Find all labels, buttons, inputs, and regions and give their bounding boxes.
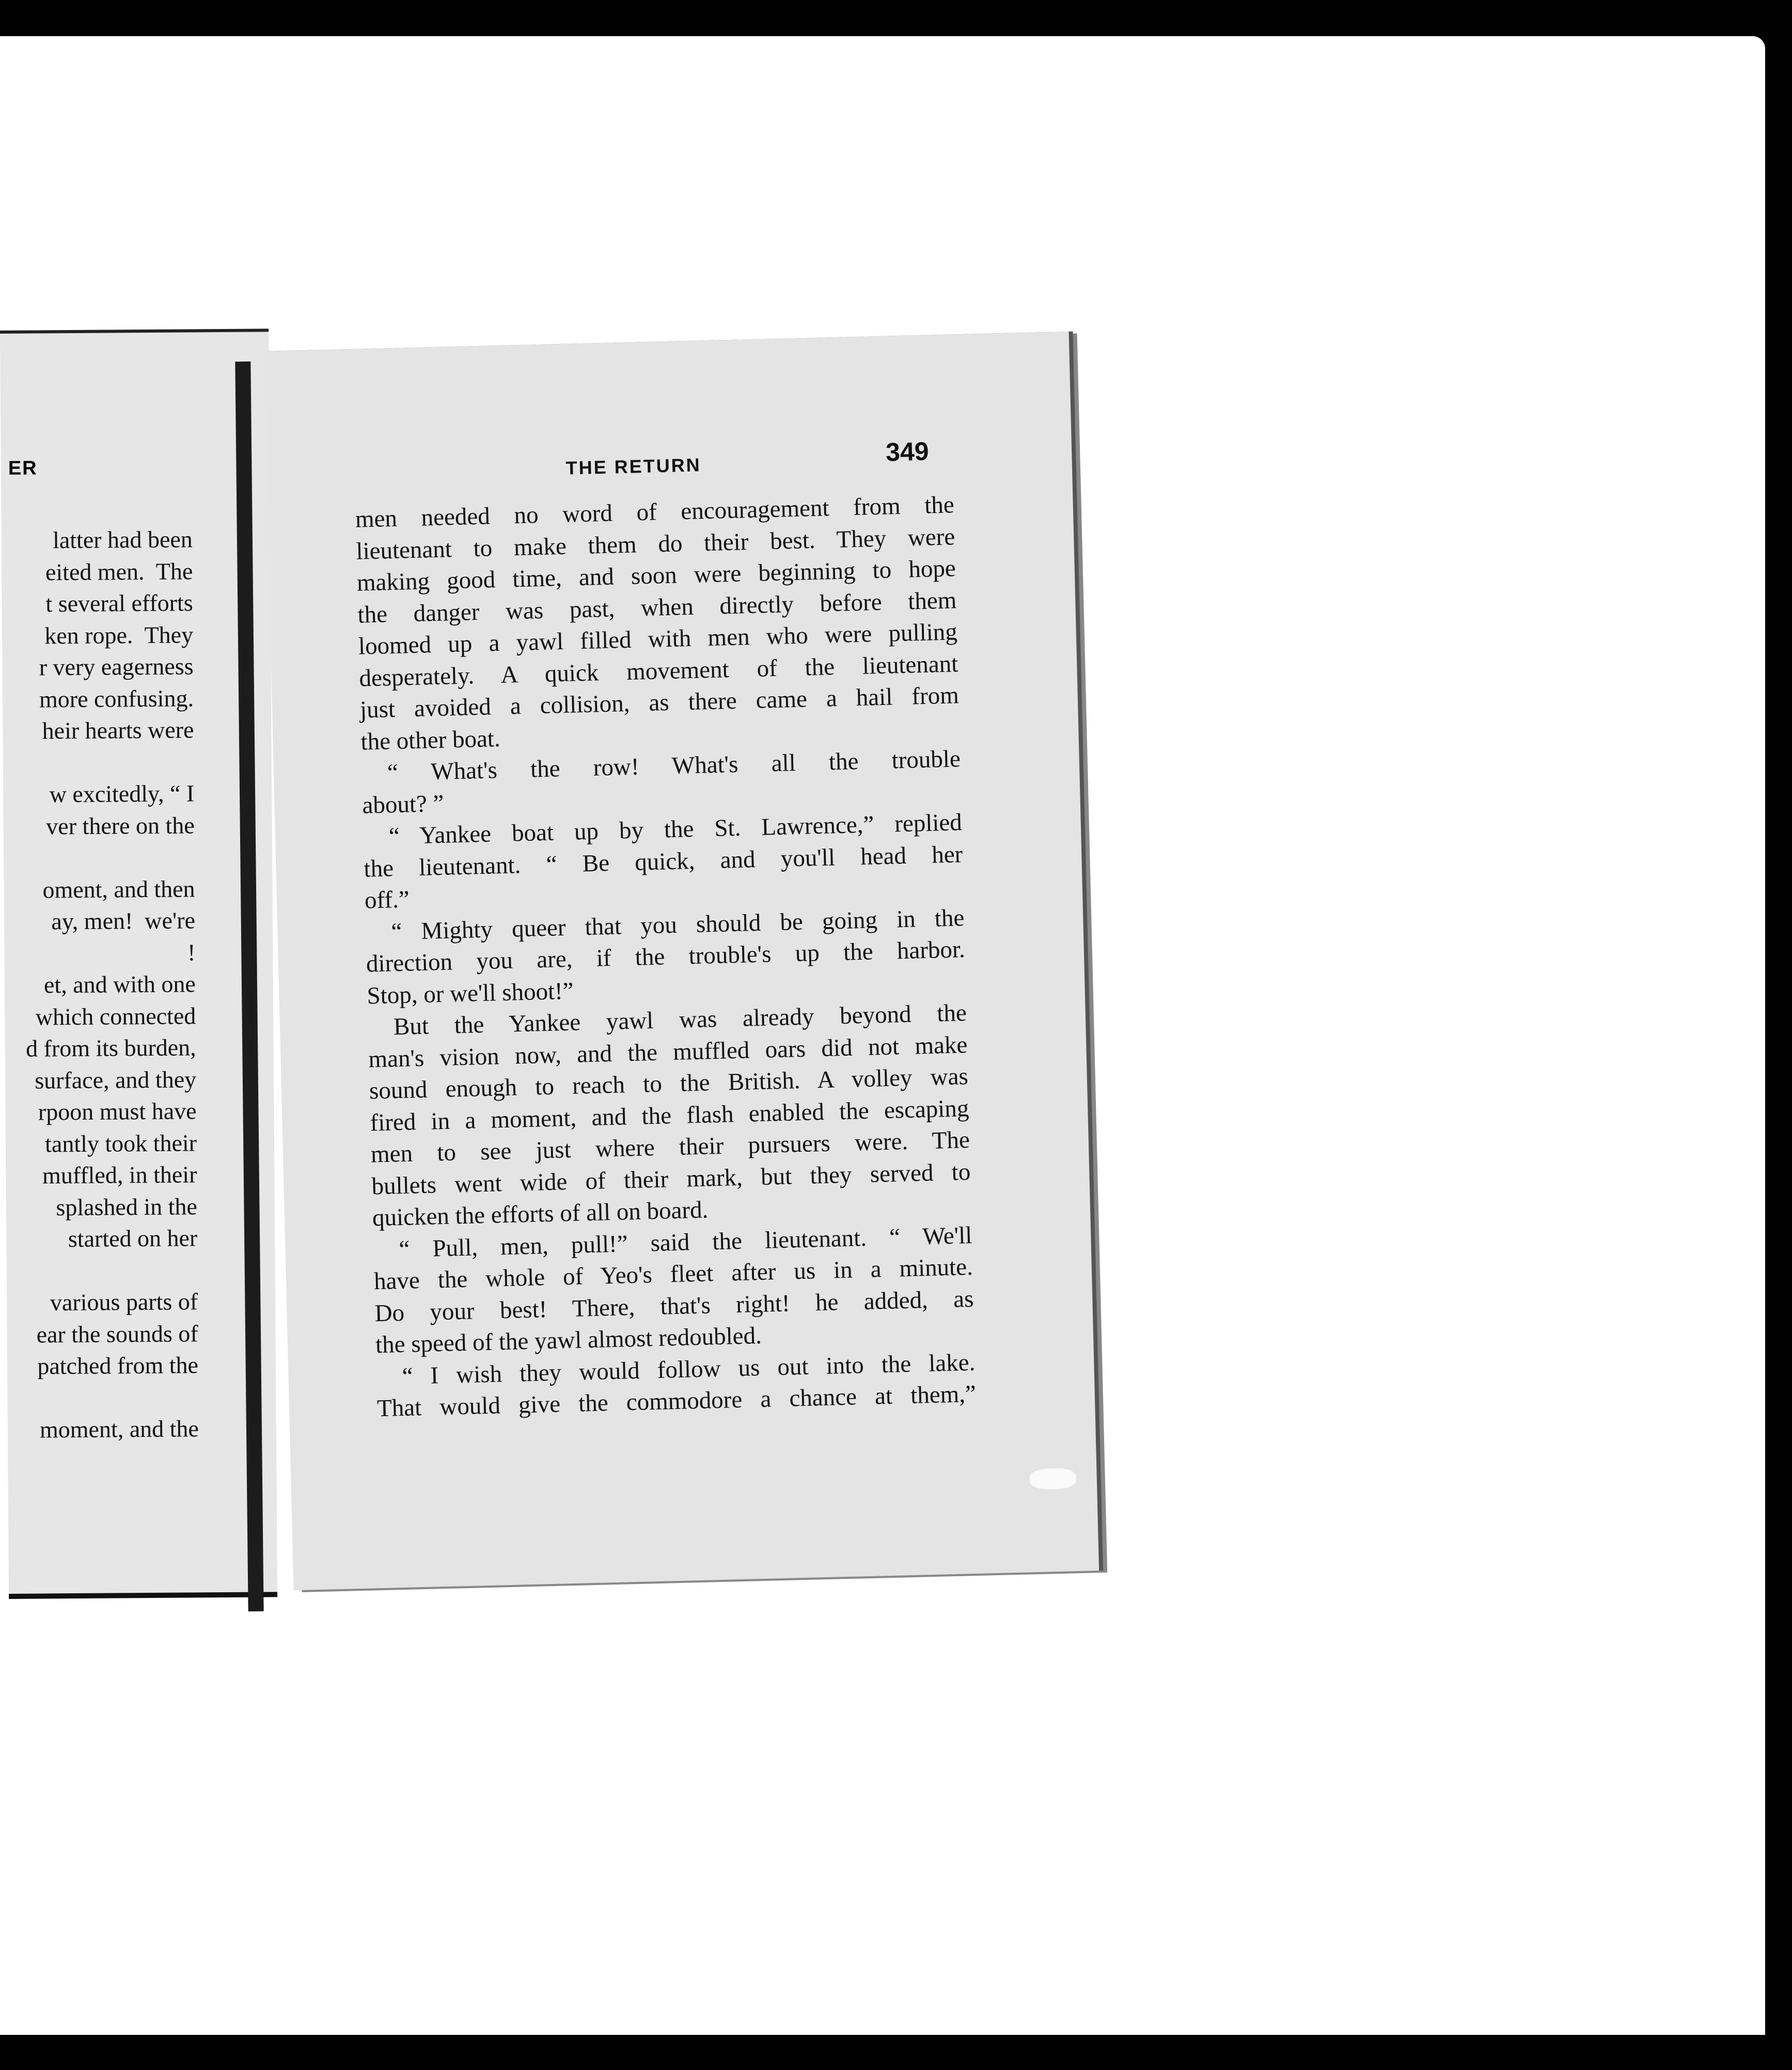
text-line: bullets went wide of their mark, but they served to (371, 1158, 971, 1200)
left-page-running-head: ER (8, 457, 38, 479)
page-number: 349 (885, 436, 930, 467)
text-line: “ I wish they would follow us out into the lake. (401, 1348, 976, 1390)
left-page-line: ver there on the (46, 811, 195, 839)
text-line: lieutenant to make them do their best. They were (355, 523, 955, 565)
left-page-line: rpoon must have (38, 1097, 197, 1125)
right-page (263, 332, 1099, 1590)
left-page-line: eited men. The (45, 557, 193, 585)
text-line: direction you are, if the trouble's up the harbor. (366, 936, 966, 978)
left-page-line: heir hearts were (42, 716, 194, 744)
left-page-line: splashed in the (56, 1193, 198, 1220)
left-page-line (0, 1254, 198, 1288)
left-page-line: patched from the (37, 1352, 199, 1379)
left-page-line: t several efforts (45, 589, 193, 617)
text-line: quicken the efforts of all on board. (372, 1196, 709, 1232)
text-line: the lieutenant. “ Be quick, and you'll head her (363, 840, 963, 883)
text-line: the danger was past, when directly before them (357, 586, 957, 629)
text-line: desperately. A quick movement of the lieutenant (358, 650, 958, 692)
left-page-line: more confusing. (39, 684, 194, 712)
text-line: men needed no word of encouragement from the (355, 491, 955, 533)
text-line: “ Pull, men, pull!” said the lieutenant. “ We'll (398, 1221, 972, 1263)
text-line: man's vision now, and the muffled oars did not make (368, 1031, 968, 1073)
running-head: THE RETURN (565, 454, 702, 479)
left-page-line: ken rope. They (44, 621, 194, 649)
text-line: fired in a moment, and the flash enabled the escaping (369, 1094, 969, 1136)
text-line: Stop, or we'll shoot!” (366, 977, 574, 1009)
left-page-line: ear the sounds of (36, 1320, 198, 1348)
left-page (0, 328, 277, 1599)
left-page-line: w excitedly, “ I (49, 780, 195, 808)
left-page-line (0, 746, 194, 780)
left-page-line: ! (187, 938, 196, 965)
left-page-line: moment, and the (39, 1415, 199, 1443)
film-edge-right (1765, 36, 1792, 2035)
text-line: That would give the commodore a chance at them,” (376, 1380, 977, 1422)
paper-blemish (1029, 1468, 1076, 1489)
text-line: “ Yankee boat up by the St. Lawrence,” replied (388, 809, 963, 850)
left-page-line: which connected (35, 1002, 196, 1030)
left-page-line: various parts of (50, 1288, 198, 1316)
film-edge-bottom (0, 2035, 1792, 2070)
left-page-line: d from its burden, (25, 1034, 196, 1062)
page-body-text (355, 489, 976, 1424)
text-line: Do your best! There, that's right! he added, as (374, 1285, 974, 1327)
text-line: the speed of the yawl almost redoubled. (375, 1322, 762, 1359)
left-page-line: latter had been (52, 526, 193, 554)
left-page-line: oment, and then (42, 875, 195, 903)
text-line: the other boat. (360, 725, 501, 756)
text-line: “ Mighty queer that you should be going in the (390, 904, 965, 945)
left-page-line (0, 1381, 199, 1415)
text-line: making good time, and soon were beginning to hope (356, 555, 956, 597)
left-page-line: ay, men! we're (51, 907, 196, 935)
left-page-line: surface, and they (35, 1065, 197, 1094)
text-line: loomed up a yawl filled with men who were pulling (358, 618, 958, 660)
left-page-text (0, 523, 199, 1447)
left-page-line: muffled, in their (42, 1161, 197, 1189)
text-line: sound enough to reach to the British. A volley was (369, 1063, 969, 1105)
left-page-line: r very eagerness (39, 653, 194, 681)
left-page-line: started on her (68, 1225, 198, 1252)
left-page-line: et, and with one (43, 970, 196, 998)
text-line: But the Yankee yawl was already beyond the (393, 999, 967, 1041)
text-line: men to see just where their pursuers were. The (370, 1126, 970, 1168)
left-page-line: tantly took their (44, 1129, 197, 1157)
text-line: “ What's the row! What's all the trouble (387, 745, 961, 787)
text-line: have the whole of Yeo's fleet after us in a minute. (373, 1253, 973, 1295)
text-line: off.” (364, 886, 410, 914)
text-line: just avoided a collision, as there came a hail from (359, 682, 960, 724)
text-line: about? ” (361, 790, 445, 819)
left-page-line (0, 841, 195, 875)
